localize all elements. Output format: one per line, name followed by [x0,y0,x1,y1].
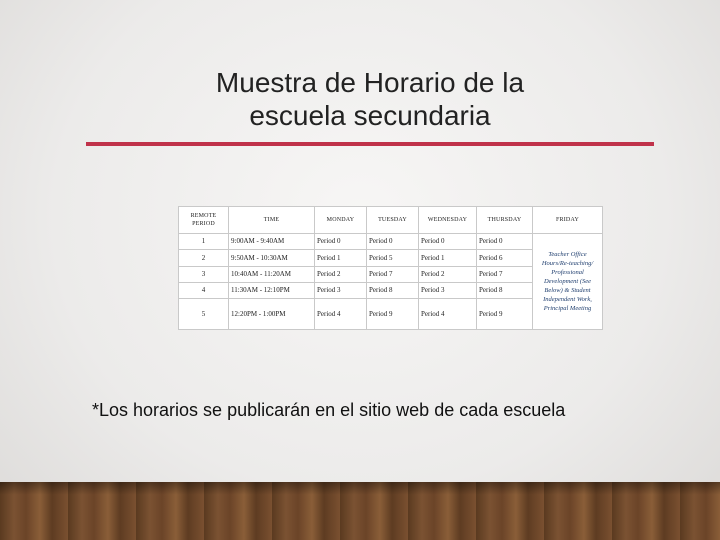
wednesday-cell: Period 1 [419,250,477,266]
thursday-cell: Period 6 [477,250,533,266]
period-number: 1 [179,234,229,250]
header-remote-period: REMOTE PERIOD [179,207,229,234]
header-monday: MONDAY [315,207,367,234]
thursday-cell: Period 0 [477,234,533,250]
tuesday-cell: Period 0 [367,234,419,250]
slide-title-line1: Muestra de Horario de la [215,67,525,98]
title-divider [86,142,654,146]
monday-cell: Period 0 [315,234,367,250]
tuesday-cell: Period 5 [367,250,419,266]
wood-floor-decoration [0,482,720,540]
period-number: 4 [179,282,229,298]
period-number: 3 [179,266,229,282]
wednesday-cell: Period 0 [419,234,477,250]
slide-title-line2: escuela secundaria [249,100,491,131]
period-time: 11:30AM - 12:10PM [229,282,315,298]
monday-cell: Period 2 [315,266,367,282]
thursday-cell: Period 9 [477,299,533,330]
header-time: TIME [229,207,315,234]
wednesday-cell: Period 2 [419,266,477,282]
tuesday-cell: Period 8 [367,282,419,298]
schedule-header-row [179,207,603,234]
schedule-table [178,206,603,330]
wednesday-cell: Period 3 [419,282,477,298]
monday-cell: Period 4 [315,299,367,330]
thursday-cell: Period 7 [477,266,533,282]
period-time: 9:50AM - 10:30AM [229,250,315,266]
thursday-cell: Period 8 [477,282,533,298]
footnote: *Los horarios se publicarán en el sitio web de cada escuela [92,400,566,420]
period-number: 5 [179,299,229,330]
monday-cell: Period 1 [315,250,367,266]
header-wednesday: WEDNESDAY [419,207,477,234]
slide-title [130,66,610,132]
table-row [179,234,603,250]
period-time: 12:20PM - 1:00PM [229,299,315,330]
period-time: 10:40AM - 11:20AM [229,266,315,282]
schedule-image [178,206,602,330]
period-number: 2 [179,250,229,266]
friday-cell: Teacher Office Hours/Re-teaching/ Professional Development (See Below) & Student Independent Work, Principal Meeting [533,234,603,330]
tuesday-cell: Period 7 [367,266,419,282]
period-time: 9:00AM - 9:40AM [229,234,315,250]
header-friday: FRIDAY [533,207,603,234]
tuesday-cell: Period 9 [367,299,419,330]
header-thursday: THURSDAY [477,207,533,234]
wednesday-cell: Period 4 [419,299,477,330]
header-tuesday: TUESDAY [367,207,419,234]
monday-cell: Period 3 [315,282,367,298]
